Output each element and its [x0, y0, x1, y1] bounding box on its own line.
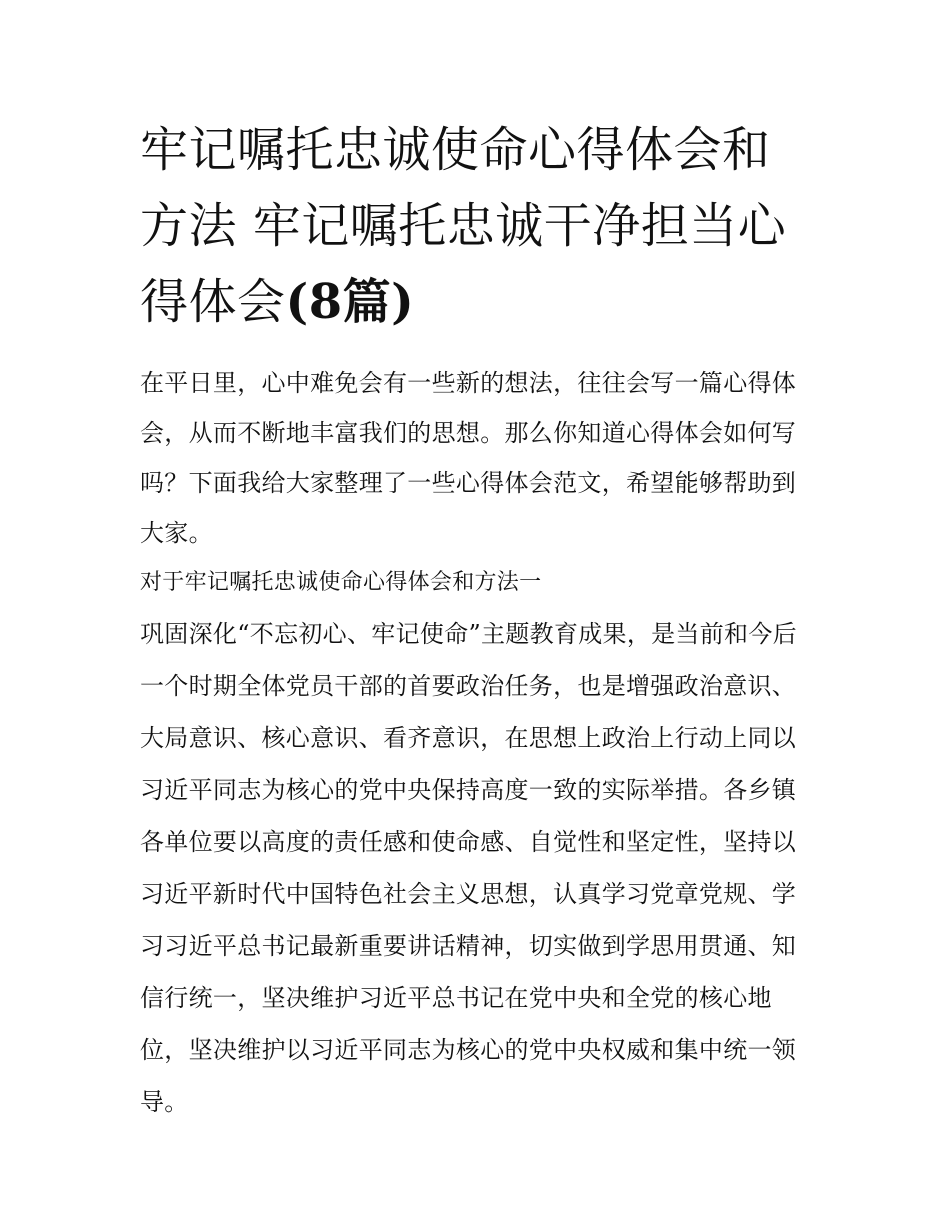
body-line: 信行统一，坚决维护习近平总书记在党中央和全党的核心地	[140, 984, 772, 1012]
body-line: 导。	[140, 1088, 189, 1116]
section-heading: 对于牢记嘱托忠诚使命心得体会和方法一	[140, 570, 542, 595]
title-count: (8篇)	[285, 274, 415, 330]
title-line	[140, 264, 820, 340]
body-line: 习习近平总书记最新重要讲话精神，切实做到学思用贯通、知	[140, 932, 797, 960]
intro-line: 大家。	[140, 519, 213, 547]
title-line-text: 得体会	[140, 274, 286, 330]
body-line: 位，坚决维护以习近平同志为核心的党中央权威和集中统一领	[140, 1036, 797, 1064]
title-line: 牢记嘱托忠诚使命心得体会和	[140, 122, 771, 178]
body-line: 大局意识、核心意识、看齐意识，在思想上政治上行动上同以	[140, 724, 797, 752]
body-line: 巩固深化“不忘初心、牢记使命”主题教育成果，是当前和今后	[140, 620, 797, 648]
intro-paragraph	[140, 358, 820, 558]
document-page	[140, 112, 820, 1128]
intro-line: 会，从而不断地丰富我们的思想。那么你知道心得体会如何写	[140, 419, 797, 447]
body-line: 习近平新时代中国特色社会主义思想，认真学习党章党规、学	[140, 880, 797, 908]
title-line: 方法 牢记嘱托忠诚干净担当心	[140, 198, 787, 254]
intro-line: 吗？下面我给大家整理了一些心得体会范文，希望能够帮助到	[140, 469, 797, 497]
body-line: 各单位要以高度的责任感和使命感、自觉性和坚定性，坚持以	[140, 828, 797, 856]
document-title	[140, 112, 820, 340]
body-paragraph	[140, 608, 820, 1128]
body-line: 一个时期全体党员干部的首要政治任务，也是增强政治意识、	[140, 672, 797, 700]
body-line: 习近平同志为核心的党中央保持高度一致的实际举措。各乡镇	[140, 776, 797, 804]
intro-line: 在平日里，心中难免会有一些新的想法，往往会写一篇心得体	[140, 369, 797, 397]
